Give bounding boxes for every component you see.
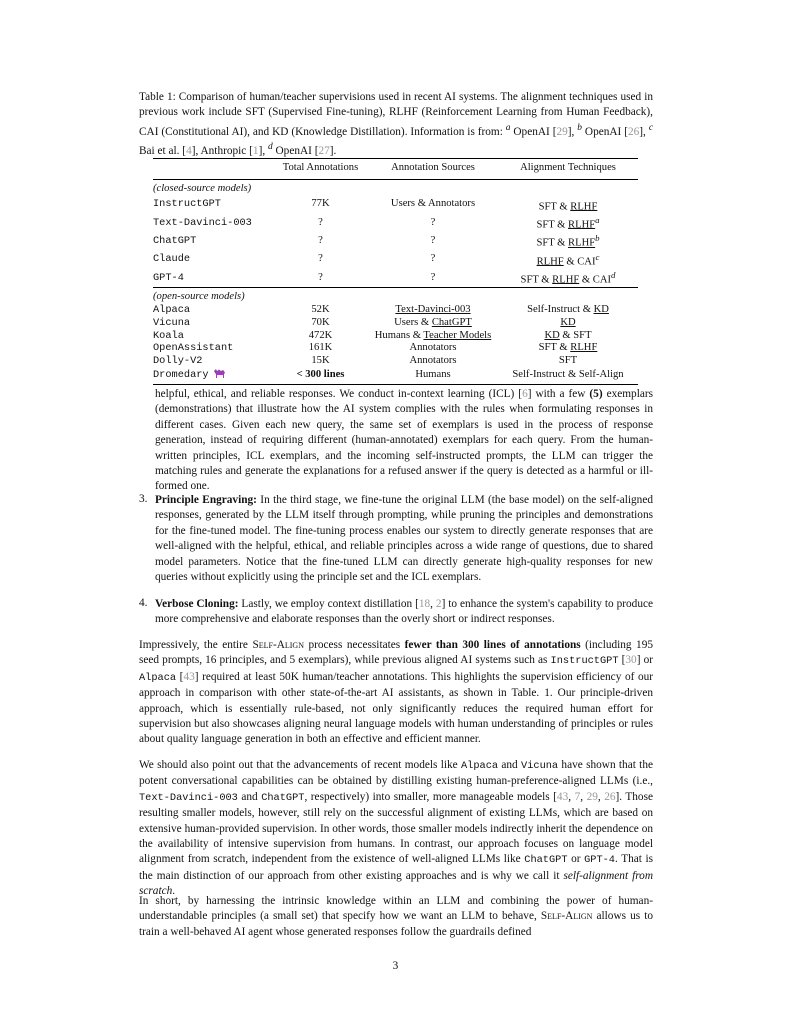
model-name: Dromedary — [153, 368, 273, 384]
table-row — [153, 269, 638, 288]
table-row — [153, 251, 638, 269]
alignment-techniques: SFT & RLHF — [538, 342, 598, 354]
table-row — [153, 214, 638, 232]
alignment-techniques: KD — [560, 316, 576, 328]
table-header: Annotation Sources — [368, 159, 498, 180]
comparison-table — [153, 158, 638, 385]
alignment-techniques: SFT & RLHF — [538, 201, 598, 213]
total-annotations: 77K — [311, 198, 330, 210]
page-number: 3 — [392, 960, 399, 972]
list-item-principle-engraving: 3. Principle Engraving: In the third stage, we fine-tune the original LLM (the base model) on the self-aligned responses, generated by the LLM itself through prompting, while pruning the principles and demonstrations for the fine-tuned model. The fine-tuning process enables our system to directly generate responses that are well-aligned with the helpful, ethical, and reliable principles across a wide range of questions, due to shared model parameters. Notice that the fine-tuned LLM can directly generate high-quality responses for new queries without explicitly using the principle set and the ICL exemplars. — [139, 493, 653, 584]
list-item-title: Principle Engraving: — [155, 494, 257, 506]
table-row — [153, 196, 638, 214]
table-header-row — [153, 159, 638, 180]
alignment-techniques: Self-Instruct & Self-Align — [498, 368, 638, 384]
footnote-marker: c — [595, 251, 600, 262]
table-row — [153, 232, 638, 250]
closed-source-label: (closed-source models) — [153, 182, 252, 194]
model-name: Text-Davinci-003 — [153, 216, 252, 229]
open-source-label: (open-source models) — [153, 288, 638, 304]
total-annotations: < 300 lines — [273, 368, 368, 384]
table-row — [153, 355, 638, 368]
list-number: 3. — [139, 493, 148, 505]
alignment-techniques: SFT & RLHF$^b$ — [536, 233, 600, 249]
table-row — [153, 368, 638, 384]
model-name: GPT-4 — [153, 271, 184, 284]
list-item-verbose-cloning: 4. Verbose Cloning: Lastly, we employ context distillation [18, 2] to enhance the system's capability to produce more comprehensive and elaborate responses than the overly short or indirect responses. — [139, 597, 653, 626]
model-name: OpenAssistant — [153, 342, 234, 355]
total-annotations: 70K — [311, 316, 330, 328]
table-row — [153, 342, 638, 355]
total-annotations: 472K — [308, 329, 333, 341]
model-name: Vicuna — [153, 316, 191, 329]
model-name: Alpaca — [153, 304, 191, 317]
model-name: Claude — [153, 253, 191, 266]
table-row — [153, 304, 638, 317]
table-row — [153, 330, 638, 343]
model-name: Koala — [153, 329, 184, 342]
table-header: Total Annotations — [273, 159, 368, 180]
annotation-sources: ? — [430, 271, 436, 283]
footnote-marker: b — [595, 233, 600, 244]
icl-paragraph: helpful, ethical, and reliable responses. We conduct in-context learning (ICL) [6] with a few (5) exemplars (demonstrations) that illustrate how the AI system complies with the rules when formulating responses in different cases. Given each new query, the same set of exemplars is used in the process of response generation, instead of requiring different (human-annotated) exemplars for each query. From the human-written principles, ICL exemplars, and the incoming self-instructed prompts, the LLM can trigger the matching rules and generate the explanations for a refused answer if the query is detected as a harmful or ill-formed one. — [155, 388, 654, 493]
table-caption: Table 1: Comparison of human/teacher supervisions used in recent AI systems. The alignment techniques used in previous work include SFT (Supervised Fine-tuning), RLHF (Reinforcement Learning from Human Feedback), CAI (Constitutional AI), and KD (Knowledge Distillation). Information is from: $^a$ OpenAI [29], $^b$ OpenAI [26], $^c$ Bai et al. [4], Anthropic [1], $^d$ OpenAI [27]. — [139, 91, 653, 157]
table-header: Alignment Techniques — [498, 159, 638, 180]
summary-paragraph: In short, by harnessing the intrinsic knowledge within an LLM and combining the power of human-understandable principles (a small set) that specify how we want an LLM to behave, Self-Align allows us to train a well-behaved AI agent whose generated responses follow the guardrails defined — [139, 895, 653, 938]
footnote-marker: a — [595, 214, 600, 225]
annotation-sources: ? — [430, 216, 436, 228]
annotation-sources: Humans — [368, 368, 498, 384]
table-row — [153, 317, 638, 330]
total-annotations: ? — [318, 235, 323, 247]
annotation-sources: ? — [430, 235, 436, 247]
alignment-techniques: RLHF & CAI$^c$ — [536, 251, 600, 268]
annotation-sources: Users & Annotators — [390, 198, 476, 210]
annotation-sources: Annotators — [409, 355, 457, 367]
alignment-techniques: KD & SFT — [544, 329, 592, 341]
total-annotations: 161K — [308, 342, 333, 354]
table-header — [153, 159, 273, 180]
efficiency-paragraph: Impressively, the entire Self-Align process necessitates fewer than 300 lines of annotations (including 195 seed prompts, 16 principles, and 5 exemplars), while previous aligned AI systems such as InstructGPT [30] or Alpaca [43] required at least 50K human/teacher annotations. This highlights the supervision efficiency of our approach in comparison with other state-of-the-art AI assistants, as shown in Table. 1. Our principle-driven approach, which is essentially rule-based, not only significantly reduces the required human effort for supervision but also showcases aligning neural language models with human understanding of principles or rules about quality language generation in both an effective and efficient manner. — [139, 639, 654, 746]
distinction-paragraph: We should also point out that the advancements of recent models like Alpaca and Vicuna have shown that the potent conversational capabilities can be obtained by distilling existing human-preference-aligned LLMs (i.e., Text-Davinci-003 and ChatGPT, respectively) into smaller, more manageable models [43, 7, 29, 26]. Those resulting smaller models, however, still rely on the successful alignment of existing LLMs, which are based on extensive human-provided supervision. In other words, those smaller models indirectly inherit the dependence on the availability of intensive supervision from humans. In contrast, our approach focuses on language model alignment from scratch, independent from the existence of well-aligned LLMs like ChatGPT or GPT-4. That is the main distinction of our approach from other existing approaches and is why we call it self-alignment from scratch. — [139, 759, 653, 898]
model-name: InstructGPT — [153, 198, 221, 211]
annotation-sources: Annotators — [409, 342, 457, 354]
annotation-sources: Humans & Teacher Models — [374, 329, 492, 341]
total-annotations: 15K — [311, 355, 330, 367]
alignment-techniques: SFT — [558, 355, 578, 367]
annotation-sources: Text-Davinci-003 — [395, 304, 471, 316]
alignment-techniques: SFT & RLHF & CAI$^d$ — [520, 269, 616, 286]
annotation-sources: ? — [430, 253, 436, 265]
model-name: ChatGPT — [153, 235, 197, 248]
list-item-title: Verbose Cloning: — [155, 598, 239, 610]
footnote-marker: d — [611, 269, 616, 280]
total-annotations: 52K — [311, 304, 330, 316]
total-annotations: ? — [318, 271, 323, 283]
annotation-sources: Users & ChatGPT — [394, 316, 472, 328]
total-annotations: ? — [318, 216, 323, 228]
camel-icon — [213, 368, 226, 378]
alignment-techniques: Self-Instruct & KD — [527, 304, 609, 316]
model-name: Dolly-V2 — [153, 355, 203, 368]
total-annotations: ? — [318, 253, 323, 265]
list-number: 4. — [139, 597, 148, 609]
alignment-techniques: SFT & RLHF$^a$ — [536, 214, 600, 231]
